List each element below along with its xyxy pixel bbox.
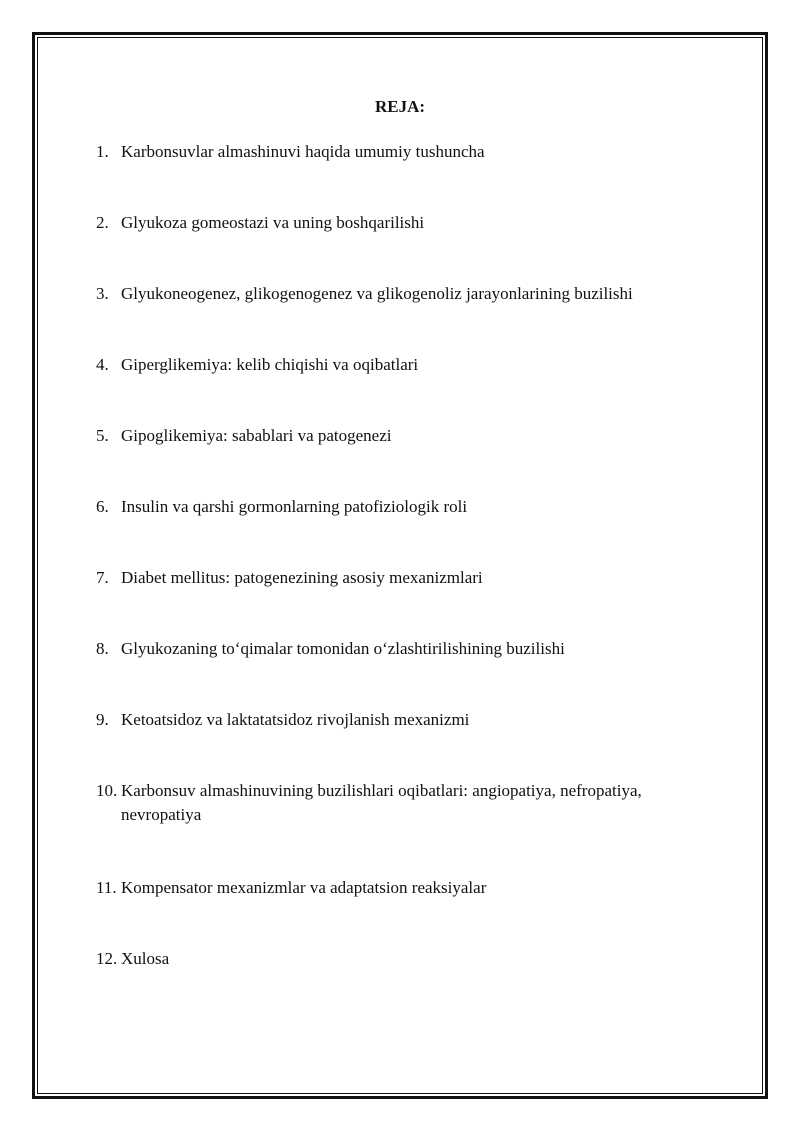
list-item-text: Giperglikemiya: kelib chiqishi va oqibatlari [121,355,419,374]
list-item-text: Karbonsuvlar almashinuvi haqida umumiy tushuncha [121,142,485,161]
list-item-number: 8. [96,639,109,658]
list-item [96,566,716,590]
list-item [96,424,716,448]
list-item-number: 1. [96,142,109,161]
list-item [96,779,716,827]
list-item-text: Glyukoneogenez, glikogenogenez va glikogenoliz jarayonlarining buzilishi [121,284,633,303]
list-item-number: 6. [96,497,109,516]
list-item [96,211,716,235]
list-item-text: Glyukoza gomeostazi va uning boshqarilishi [121,213,425,232]
list-item-text: Glyukozaning to‘qimalar tomonidan o‘zlashtirilishining buzilishi [121,639,565,658]
list-item-number: 5. [96,426,109,445]
list-item [96,140,716,164]
list-item-number: 11. [96,878,117,897]
list-item-text: Ketoatsidoz va laktatatsidoz rivojlanish mexanizmi [121,710,470,729]
list-item-number: 12. [96,949,118,968]
list-item [96,947,716,971]
list-item-text: Karbonsuv almashinuvining buzilishlari oqibatlari: angiopatiya, nefropatiya, nevropatiya [121,781,642,824]
list-item [96,353,716,377]
list-item [96,282,716,306]
page-title: REJA: [374,97,426,116]
list-item-text: Diabet mellitus: patogenezining asosiy mexanizmlari [121,568,483,587]
list-item-number: 7. [96,568,109,587]
list-item-number: 3. [96,284,109,303]
list-item-text: Gipoglikemiya: sabablari va patogenezi [121,426,392,445]
list-item [96,495,716,519]
list-item [96,708,716,732]
list-item-number: 4. [96,355,109,374]
list-item-number: 10. [96,781,118,800]
list-item-number: 9. [96,710,109,729]
list-item-text: Xulosa [121,949,170,968]
list-item-number: 2. [96,213,109,232]
list-item-text: Insulin va qarshi gormonlarning patofiziologik roli [121,497,468,516]
list-item [96,876,716,900]
list-item [96,637,716,661]
list-item-text: Kompensator mexanizmlar va adaptatsion reaksiyalar [121,878,487,897]
